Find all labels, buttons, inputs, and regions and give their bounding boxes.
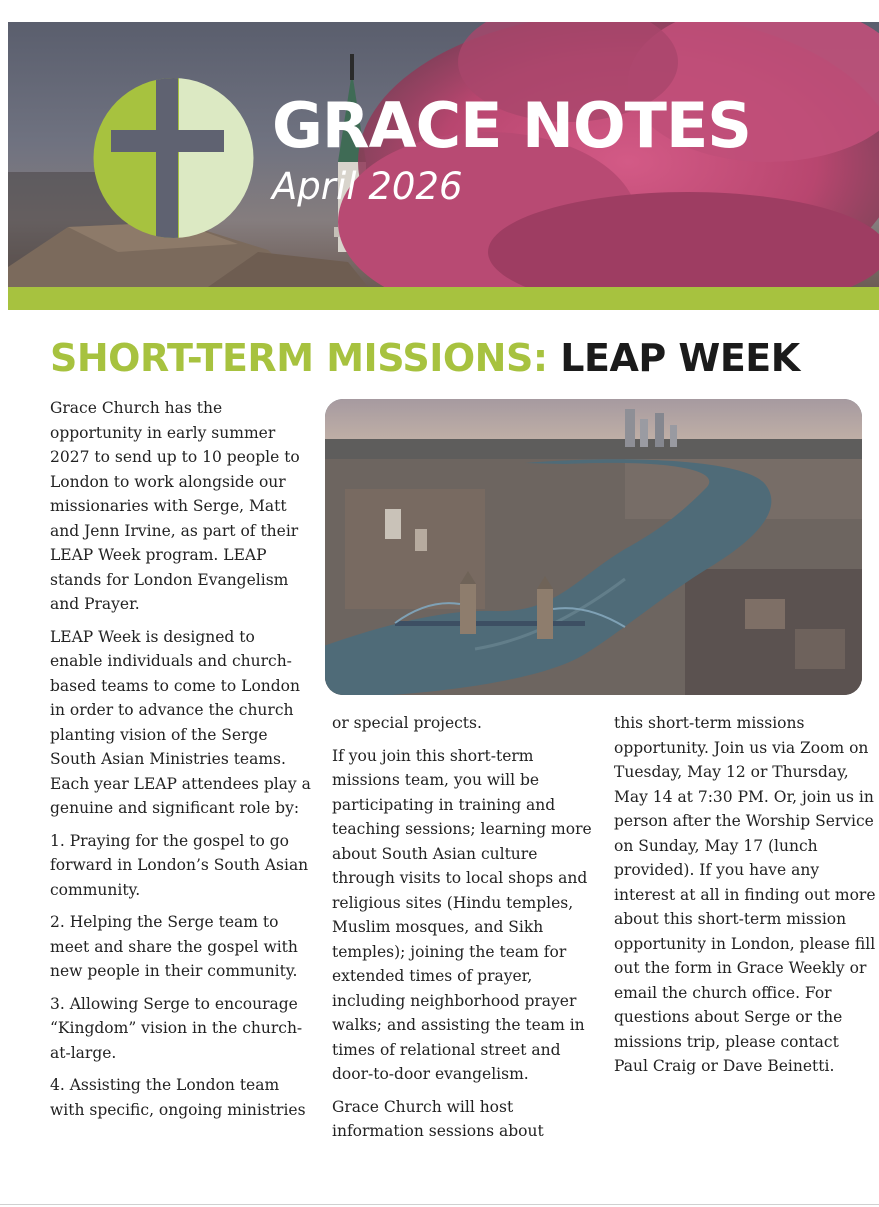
- col1-list-item-3: 3. Allowing Serge to encourage “Kingdom” vision in the church-at-large.: [50, 994, 303, 1062]
- heading-main: LEAP WEEK: [560, 336, 800, 380]
- col1-list-item-1: 1. Praying for the gospel to go forward in London’s South Asian community.: [50, 831, 309, 899]
- col2-paragraph-continued: or special projects.: [332, 714, 482, 732]
- london-photo: [325, 399, 862, 695]
- london-aerial-icon: [325, 399, 862, 695]
- col1-list-item-4: 4. Assisting the London team with specific, ongoing ministries: [50, 1076, 306, 1119]
- col1-list-item-2: 2. Helping the Serge team to meet and share the gospel with new people in their community.: [50, 913, 298, 980]
- body-column-3: [614, 711, 876, 1087]
- header-green-band: [8, 287, 879, 310]
- col2-paragraph-sessions: Grace Church will host information sessions about: [332, 1097, 544, 1140]
- page-bottom-rule: [0, 1204, 879, 1205]
- section-heading: [50, 332, 800, 384]
- cross-logo-icon: [93, 78, 254, 238]
- col2-paragraph-team: If you join this short-term missions team, you will be participating in training and teaching sessions; learning more about South Asian culture through visits to local shops and religious sites (Hindu temples, Muslim mosques, and Sikh temples); joining the team for extended times of prayer, including neighborhood prayer walks; and assisting the team in times of relational street and door-to-door evangelism.: [332, 746, 592, 1083]
- newsletter-title: GRACE NOTES: [272, 89, 751, 162]
- body-column-1: [50, 396, 312, 1130]
- body-column-2: [332, 711, 592, 1152]
- newsletter-date: April 2026: [272, 165, 463, 208]
- col1-paragraph-intro: Grace Church has the opportunity in early summer 2027 to send up to 10 people to London to work alongside our missionaries with Serge, Matt and Jenn Irvine, as part of their LEAP Week program. LEAP stands for London Evangelism and Prayer.: [50, 399, 300, 613]
- heading-accent: SHORT-TERM MISSIONS:: [50, 336, 548, 380]
- col3-paragraph-info: this short-term missions opportunity. Join us via Zoom on Tuesday, May 12 or Thursday, May 14 at 7:30 PM. Or, join us in person after the Worship Service on Sunday, May 17 (lunch provided). If you have any interest at all in finding out more about this short-term mission opportunity in London, please fill out the form in Grace Weekly or email the church office. For questions about Serge or the missions trip, please contact Paul Craig or Dave Beinetti.: [614, 714, 876, 1075]
- col1-paragraph-design: LEAP Week is designed to enable individuals and church-based teams to come to London in order to advance the church planting vision of the Serge South Asian Ministries teams. Each year LEAP attendees play a genuine and significant role by:: [50, 627, 311, 817]
